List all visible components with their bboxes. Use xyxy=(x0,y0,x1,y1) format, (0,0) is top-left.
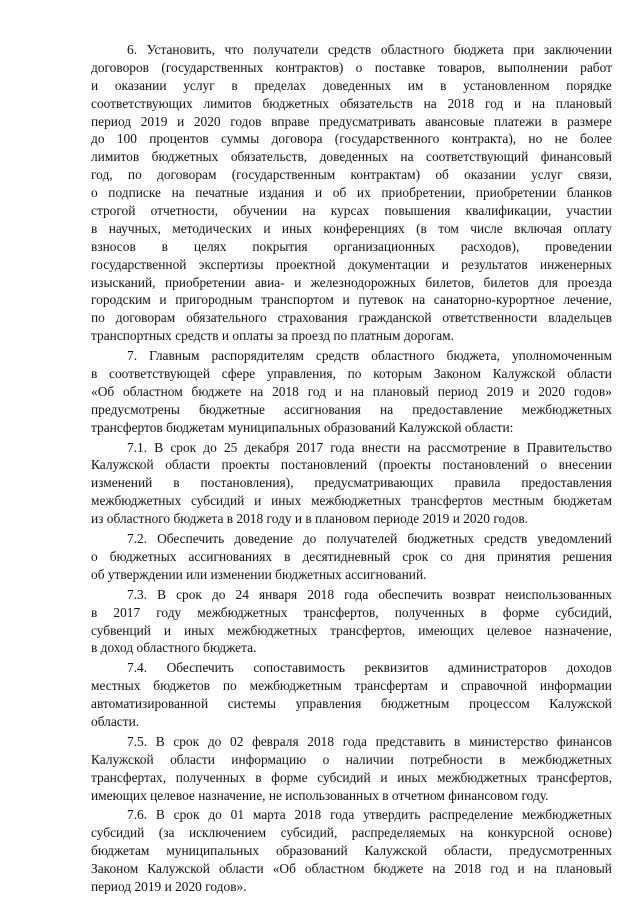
text-line: период 2019 и 2020 годов». xyxy=(91,878,247,894)
text-line: в соответствующей сфере управления, по которым Законом Калужской области xyxy=(91,366,612,382)
text-line: о подписке на печатные издания и об их приобретении, приобретении бланков xyxy=(91,185,612,201)
text-line: Калужской области информацию о наличии потребности в межбюджетных xyxy=(91,751,612,767)
text-line: 7.3. В срок до 24 января 2018 года обеспечить возврат неиспользованных xyxy=(127,586,612,602)
text-line: 7.4. Обеспечить сопоставимость реквизитов администраторов доходов xyxy=(127,660,612,676)
text-line: в доход областного бюджета. xyxy=(91,640,257,656)
text-line: автоматизированной системы управления бюджетным процессом Калужской xyxy=(91,696,612,712)
text-line: и оказании услуг в пределах доведенных им в установленном порядке xyxy=(91,77,612,93)
paragraph-p7-4 xyxy=(91,659,612,731)
text-line: период 2019 и 2020 годов вправе предусматривать авансовые платежи в размере xyxy=(91,113,612,129)
text-line: 6. Установить, что получатели средств областного бюджета при заключении xyxy=(127,42,612,57)
text-line: городским и пригородным транспортом и путевок на санаторно-курортное лечение, xyxy=(91,292,612,308)
text-line: договоров (государственных контрактов) о поставке товаров, выполнении работ xyxy=(91,59,612,75)
text-line: местных бюджетов по межбюджетным трансфертам и справочной информации xyxy=(91,678,612,694)
text-line: «Об областном бюджете на 2018 год и на плановый период 2019 и 2020 годов» xyxy=(91,383,612,399)
paragraph-p6 xyxy=(91,41,612,345)
text-line: транспортных средств и оплаты за проезд по платным дорогам. xyxy=(91,328,454,344)
text-line: 7.6. В срок до 01 марта 2018 года утвердить распределение межбюджетных xyxy=(127,807,612,823)
text-line: изысканий, приобретении авиа- и железнодорожных билетов, билетов для проезда xyxy=(91,274,612,290)
text-line: строгой отчетности, обучении на курсах повышения квалификации, участии xyxy=(91,203,612,219)
text-line: изменений в постановления), предусматривающих правила предоставления xyxy=(91,475,612,491)
text-line: субсидий (за исключением субсидий, распределяемых на конкурсной основе) xyxy=(91,825,612,841)
text-line: до 100 процентов суммы договора (государственного контракта), но не более xyxy=(91,131,612,147)
text-line: 7. Главным распорядителям средств областного бюджета, уполномоченным xyxy=(127,348,612,364)
text-line: по договорам обязательного страхования гражданской ответственности владельцев xyxy=(91,310,612,326)
text-line: 7.2. Обеспечить доведение до получателей бюджетных средств уведомлений xyxy=(127,531,612,547)
paragraph-p7 xyxy=(91,347,612,436)
text-line: субвенций и иных межбюджетных трансфертов, имеющих целевое назначение, xyxy=(91,622,612,638)
paragraph-p7-1 xyxy=(91,439,612,528)
text-line: взносов в целях покрытия организационных расходов), проведении xyxy=(91,238,612,254)
text-line: трансфертах, полученных в форме субсидий и иных межбюджетных трансфертов, xyxy=(91,769,612,785)
text-line: соответствующих лимитов бюджетных обязательств на 2018 год и на плановый xyxy=(91,95,612,111)
text-line: трансфертов бюджетам муниципальных образований Калужской области: xyxy=(91,419,514,435)
text-line: об утверждении или изменении бюджетных ассигнований. xyxy=(91,566,427,582)
text-line: межбюджетных субсидий и иных межбюджетных трансфертов местным бюджетам xyxy=(91,493,612,509)
paragraph-p7-5 xyxy=(91,733,612,805)
text-line: 7.1. В срок до 25 декабря 2017 года внести на рассмотрение в Правительство xyxy=(127,439,612,455)
text-line: области. xyxy=(91,713,140,729)
document-body xyxy=(91,41,612,896)
text-line: год, по договорам (государственным контрактам) об оказании услуг связи, xyxy=(91,167,612,183)
text-line: в 2017 году межбюджетных трансфертов, полученных в форме субсидий, xyxy=(91,604,612,620)
text-line: Калужской области проекты постановлений (проекты постановлений о внесении xyxy=(91,457,612,473)
text-line: из областного бюджета в 2018 году и в плановом периоде 2019 и 2020 годов. xyxy=(91,511,528,527)
paragraph-p7-3 xyxy=(91,586,612,658)
text-line: государственной экспертизы проектной документации и результатов инженерных xyxy=(91,256,612,272)
text-line: бюджетам муниципальных образований Калужской области, предусмотренных xyxy=(91,843,612,859)
text-line: имеющих целевое назначение, не использованных в отчетном финансовом году. xyxy=(91,787,549,803)
text-line: лимитов бюджетных обязательств, доведенных на соответствующий финансовый xyxy=(91,149,612,165)
text-line: Законом Калужской области «Об областном бюджете на 2018 год и на плановый xyxy=(91,861,612,877)
text-line: о бюджетных ассигнованиях в десятидневный срок со дня принятия решения xyxy=(91,548,612,564)
paragraph-p7-2 xyxy=(91,530,612,584)
text-line: предусмотрены бюджетные ассигнования на предоставление межбюджетных xyxy=(91,401,612,417)
text-line: в научных, методических и иных конференциях (в том числе включая оплату xyxy=(91,220,612,236)
paragraph-p7-6 xyxy=(91,806,612,895)
text-line: 7.5. В срок до 02 февраля 2018 года представить в министерство финансов xyxy=(127,733,612,749)
